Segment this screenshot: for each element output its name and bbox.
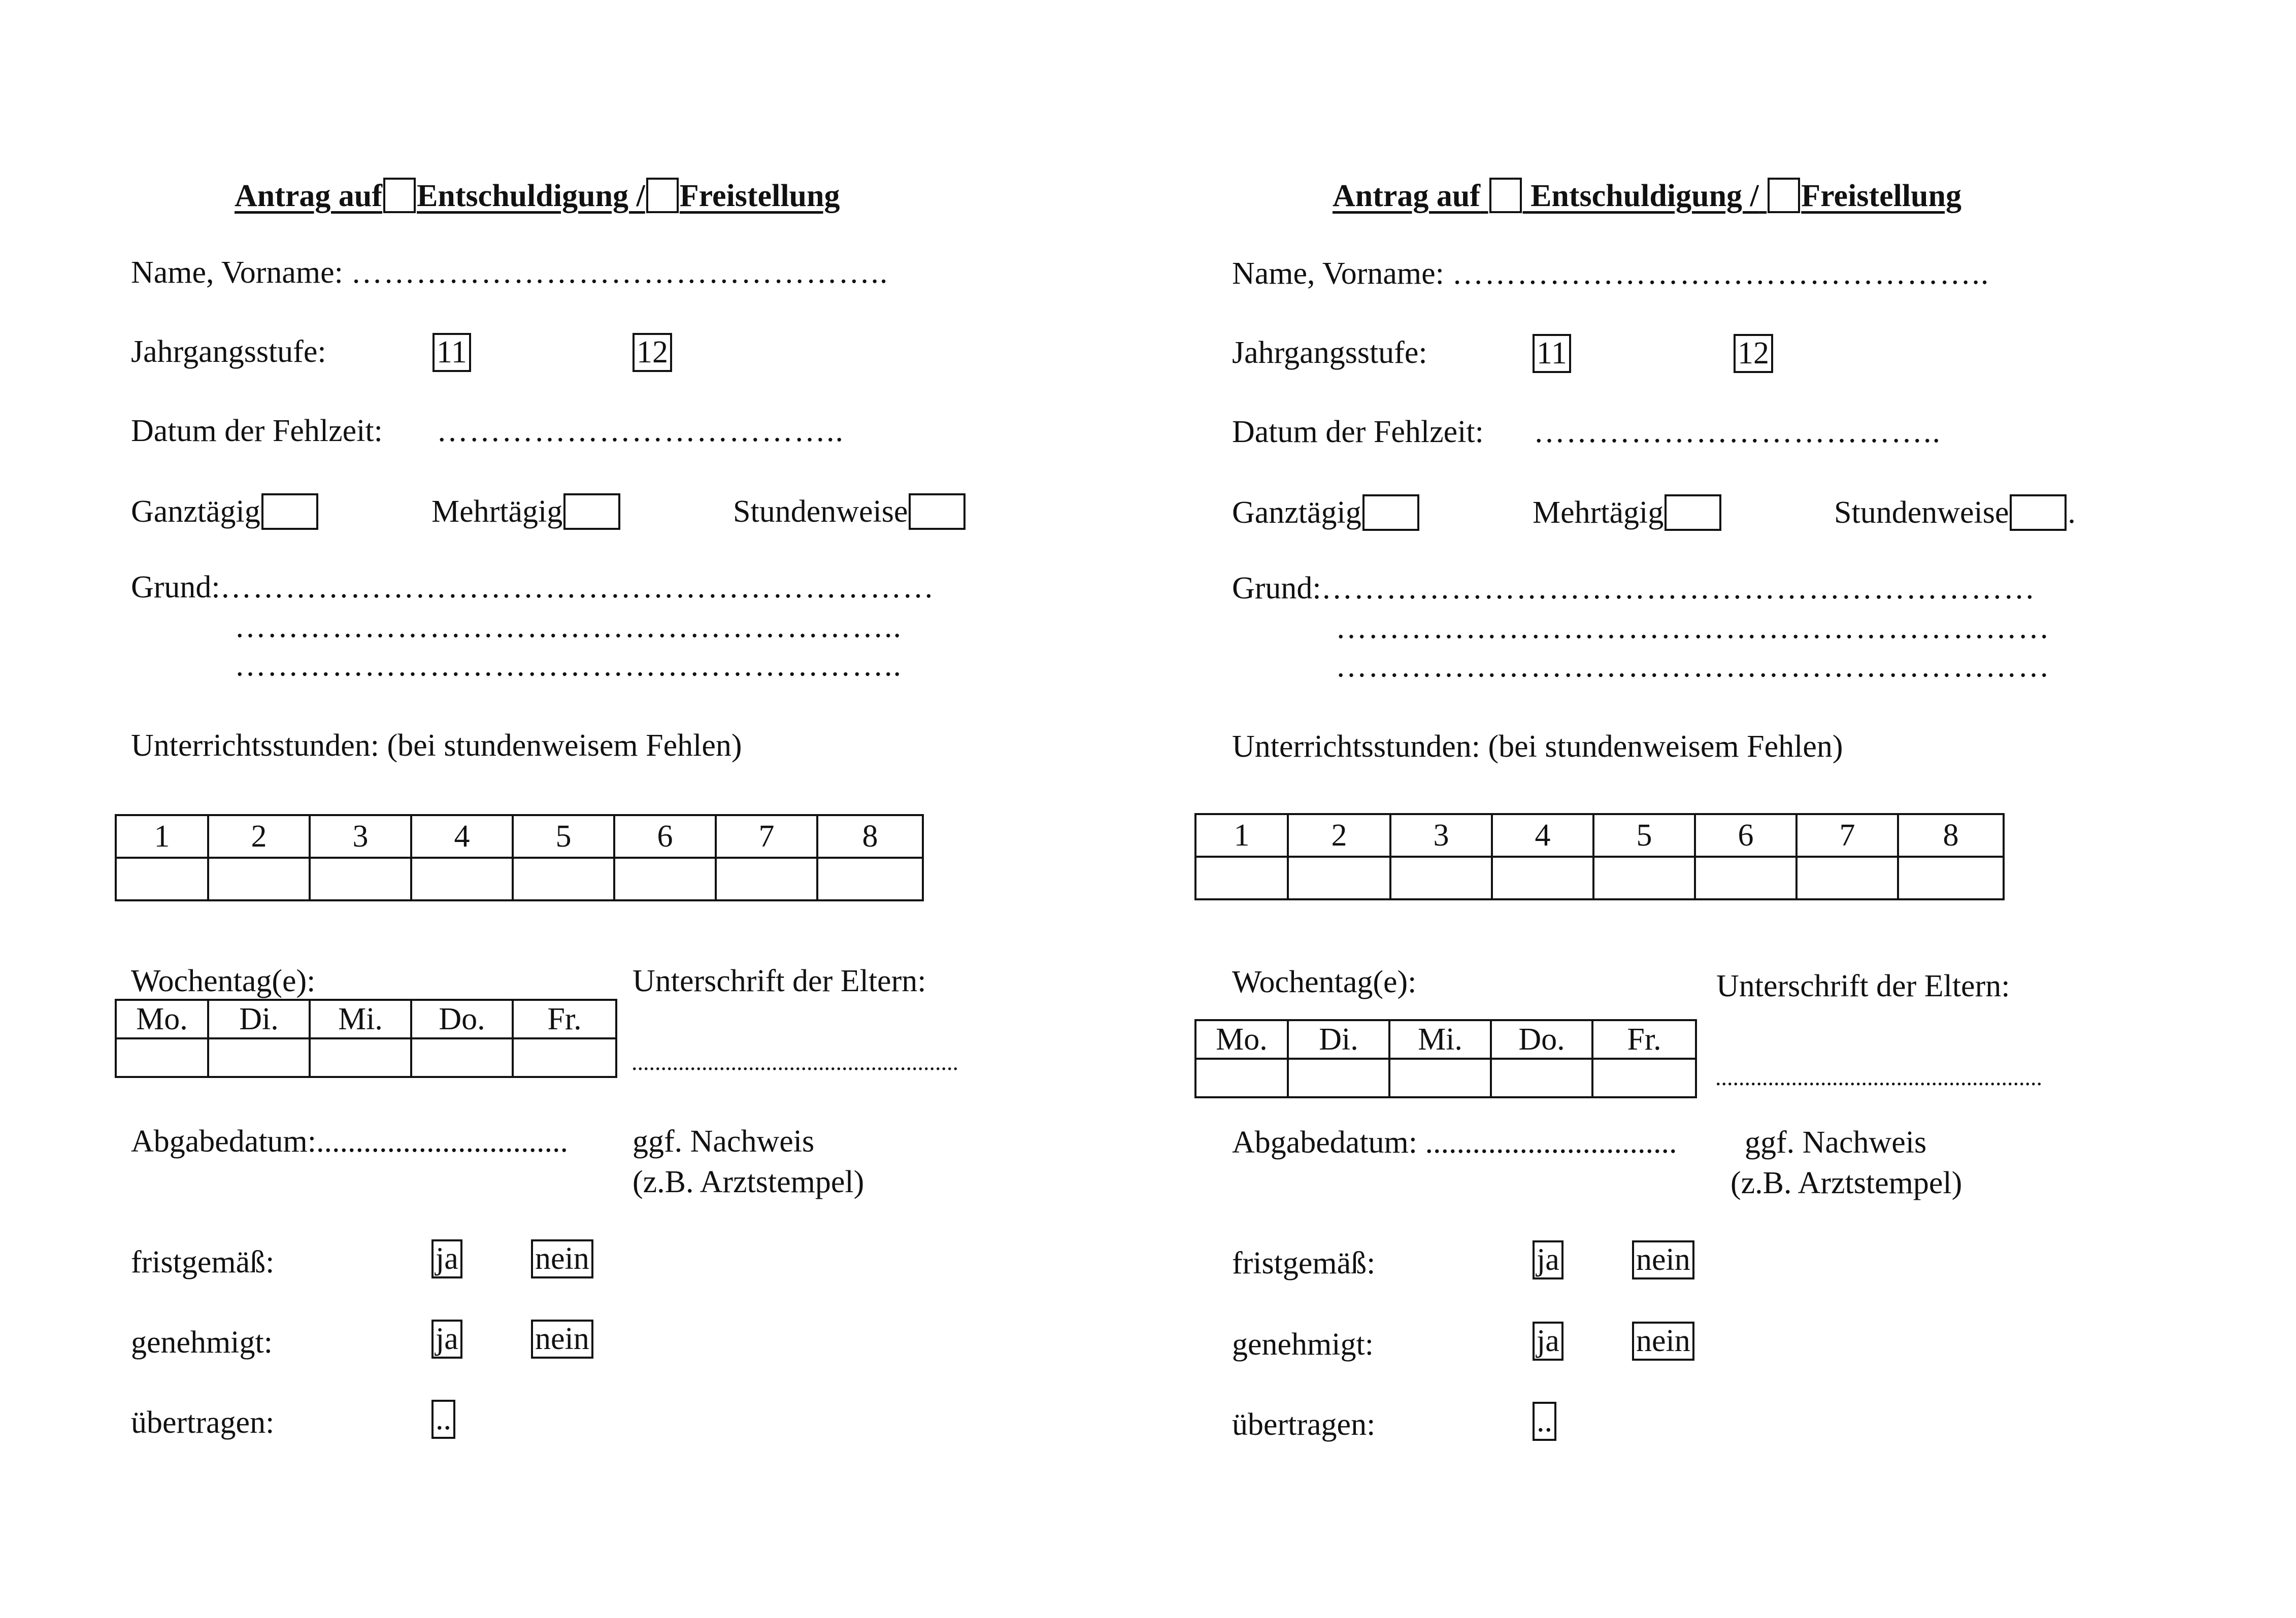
period-7-header: 7 xyxy=(1796,814,1898,857)
day-tuesday-cell[interactable] xyxy=(1288,1059,1389,1097)
approved-yes-label: ja xyxy=(436,1322,458,1356)
grade-12-label: 12 xyxy=(637,335,668,369)
reason-label: Grund: xyxy=(1232,571,1321,605)
full-day-label: Ganztägig xyxy=(131,494,260,529)
day-tuesday-cell[interactable] xyxy=(208,1038,310,1077)
period-1-cell[interactable] xyxy=(1195,857,1288,899)
transferred-checkbox[interactable] xyxy=(431,1400,455,1439)
day-tuesday-header: Di. xyxy=(208,1000,310,1038)
full-day-checkbox[interactable] xyxy=(1362,494,1419,531)
absence-date-label: Datum der Fehlzeit: xyxy=(1232,415,1484,449)
grade-11-label: 11 xyxy=(1537,336,1567,370)
submission-date-label: Abgabedatum: xyxy=(131,1124,317,1159)
weekdays-label: Wochentag(e): xyxy=(131,964,316,998)
full-day-option xyxy=(1232,494,1420,531)
hourly-option xyxy=(1834,494,2076,531)
transferred-mark: .. xyxy=(1537,1404,1552,1438)
approved-no-checkbox[interactable] xyxy=(1632,1322,1694,1361)
period-8-header: 8 xyxy=(817,815,923,858)
period-5-cell[interactable] xyxy=(513,858,614,900)
approved-no-label: nein xyxy=(535,1322,589,1356)
reason-field-line-3[interactable]: …………………………………………………….. xyxy=(235,648,902,683)
absence-date-field[interactable]: ……………………………….. xyxy=(1534,415,1941,449)
weekdays-entry-row xyxy=(1195,1059,1696,1097)
proof-label: ggf. Nachweis xyxy=(1745,1125,1927,1160)
period-3-header: 3 xyxy=(310,815,411,858)
approved-yes-checkbox[interactable] xyxy=(431,1320,462,1359)
title-option-freistellung: Freistellung xyxy=(1801,179,1962,213)
name-label: Name, Vorname: xyxy=(131,255,343,290)
name-field[interactable]: ………………………………………….. xyxy=(1452,256,1990,291)
period-7-header: 7 xyxy=(716,815,817,858)
deadline-yes-label: ja xyxy=(436,1241,458,1276)
transferred-checkbox[interactable] xyxy=(1533,1402,1556,1441)
reason-field-line-1[interactable]: ………………………………………………………… xyxy=(1321,571,2036,605)
period-5-cell[interactable] xyxy=(1593,857,1695,899)
day-friday-header: Fr. xyxy=(513,1000,616,1038)
deadline-yes-label: ja xyxy=(1537,1242,1559,1277)
transferred-label: übertragen: xyxy=(1232,1407,1376,1442)
reason-row xyxy=(1232,572,2036,604)
weekdays-label: Wochentag(e): xyxy=(1232,965,1417,999)
day-monday-cell[interactable] xyxy=(1195,1059,1288,1097)
day-wednesday-cell[interactable] xyxy=(310,1038,411,1077)
grade-row xyxy=(1232,337,1427,368)
title-option-freistellung: Freistellung xyxy=(679,179,840,213)
trailing-dot: . xyxy=(2068,495,2076,530)
lessons-header-row xyxy=(116,815,923,858)
day-wednesday-header: Mi. xyxy=(1389,1020,1491,1059)
lessons-entry-row xyxy=(116,858,923,900)
weekdays-header-row xyxy=(1195,1020,1696,1059)
lessons-table xyxy=(115,814,924,901)
period-5-header: 5 xyxy=(513,815,614,858)
hourly-checkbox[interactable] xyxy=(2010,494,2067,531)
lessons-table xyxy=(1194,813,2005,900)
day-monday-cell[interactable] xyxy=(116,1038,208,1077)
day-thursday-cell[interactable] xyxy=(411,1038,513,1077)
reason-field-line-1[interactable]: ………………………………………………………… xyxy=(220,570,935,604)
freistellung-checkbox[interactable] xyxy=(1768,178,1800,213)
lessons-entry-row xyxy=(1195,857,2004,899)
approved-yes-checkbox[interactable] xyxy=(1533,1322,1563,1361)
submission-date-row xyxy=(131,1126,568,1157)
deadline-label: fristgemäß: xyxy=(1232,1246,1376,1280)
reason-row xyxy=(131,571,935,603)
period-1-header: 1 xyxy=(1195,814,1288,857)
reason-field-line-2[interactable]: …………………………………………………….. xyxy=(235,610,902,644)
multi-day-checkbox[interactable] xyxy=(1665,494,1721,531)
deadline-no-checkbox[interactable] xyxy=(1632,1240,1694,1279)
title-option-entschuldigung: Entschuldigung / xyxy=(417,179,645,213)
period-4-header: 4 xyxy=(411,815,513,858)
submission-date-label: Abgabedatum: xyxy=(1232,1125,1418,1160)
period-6-header: 6 xyxy=(614,815,716,858)
hourly-checkbox[interactable] xyxy=(909,493,966,530)
full-day-label: Ganztägig xyxy=(1232,495,1361,530)
weekdays-table xyxy=(1194,1019,1697,1098)
title-prefix: Antrag auf xyxy=(1333,179,1481,213)
form-title xyxy=(235,178,840,213)
period-2-header: 2 xyxy=(1288,814,1390,857)
absence-date-row xyxy=(1232,416,1484,448)
period-4-cell[interactable] xyxy=(1492,857,1593,899)
multi-day-checkbox[interactable] xyxy=(563,493,620,530)
multi-day-option xyxy=(431,493,621,530)
period-3-cell[interactable] xyxy=(310,858,411,900)
grade-row xyxy=(131,336,326,367)
lessons-label: Unterrichtsstunden: (bei stundenweisem Fehlen) xyxy=(1232,729,1843,764)
name-row xyxy=(131,257,888,288)
reason-field-line-3[interactable]: ………………………………………………………… xyxy=(1336,649,2050,684)
period-8-cell[interactable] xyxy=(817,858,923,900)
title-prefix: Antrag auf xyxy=(235,179,383,213)
hourly-label: Stundenweise xyxy=(733,494,908,529)
freistellung-checkbox[interactable] xyxy=(646,178,679,213)
period-4-cell[interactable] xyxy=(411,858,513,900)
hourly-option xyxy=(733,493,967,530)
period-2-cell[interactable] xyxy=(1288,857,1390,899)
period-3-cell[interactable] xyxy=(1390,857,1492,899)
full-day-checkbox[interactable] xyxy=(261,493,318,530)
weekdays-entry-row xyxy=(116,1038,616,1077)
period-2-header: 2 xyxy=(208,815,310,858)
weekdays-table xyxy=(115,999,617,1078)
period-8-cell[interactable] xyxy=(1898,857,2004,899)
proof-hint: (z.B. Arztstempel) xyxy=(633,1165,864,1199)
day-tuesday-header: Di. xyxy=(1288,1020,1389,1059)
approved-no-label: nein xyxy=(1636,1324,1690,1358)
deadline-no-label: nein xyxy=(535,1241,589,1276)
form-title xyxy=(1333,178,1961,213)
period-6-cell[interactable] xyxy=(614,858,716,900)
proof-label: ggf. Nachweis xyxy=(633,1124,815,1159)
submission-date-row xyxy=(1232,1127,1677,1158)
entschuldigung-checkbox[interactable] xyxy=(383,178,416,213)
period-5-header: 5 xyxy=(1593,814,1695,857)
deadline-yes-checkbox[interactable] xyxy=(1533,1240,1563,1279)
proof-hint: (z.B. Arztstempel) xyxy=(1731,1166,1962,1200)
day-thursday-header: Do. xyxy=(1491,1020,1592,1059)
deadline-label: fristgemäß: xyxy=(131,1245,275,1279)
day-thursday-cell[interactable] xyxy=(1491,1059,1592,1097)
weekdays-header-row xyxy=(116,1000,616,1038)
lessons-header-row xyxy=(1195,814,2004,857)
approved-no-checkbox[interactable] xyxy=(531,1320,593,1359)
period-4-header: 4 xyxy=(1492,814,1593,857)
approved-label: genehmigt: xyxy=(1232,1327,1374,1362)
grade-12-checkbox[interactable] xyxy=(633,333,672,372)
lessons-label: Unterrichtsstunden: (bei stundenweisem Fehlen) xyxy=(131,728,742,763)
name-row xyxy=(1232,258,1989,289)
day-monday-header: Mo. xyxy=(116,1000,208,1038)
transferred-label: übertragen: xyxy=(131,1405,275,1440)
period-6-header: 6 xyxy=(1695,814,1796,857)
approved-yes-label: ja xyxy=(1537,1324,1559,1358)
period-3-header: 3 xyxy=(1390,814,1492,857)
period-6-cell[interactable] xyxy=(1695,857,1796,899)
multi-day-label: Mehrtägig xyxy=(1533,495,1664,530)
absence-date-field[interactable]: ……………………………….. xyxy=(437,414,844,448)
day-friday-cell[interactable] xyxy=(513,1038,616,1077)
multi-day-label: Mehrtägig xyxy=(431,494,563,529)
submission-date-field[interactable]: ................................ xyxy=(316,1124,569,1159)
day-friday-cell[interactable] xyxy=(1592,1059,1696,1097)
period-2-cell[interactable] xyxy=(208,858,310,900)
grade-12-checkbox[interactable] xyxy=(1734,334,1773,373)
absence-date-row xyxy=(131,415,383,447)
title-option-entschuldigung: Entschuldigung / xyxy=(1530,179,1759,213)
entschuldigung-checkbox[interactable] xyxy=(1489,178,1522,213)
hourly-label: Stundenweise xyxy=(1834,495,2009,530)
deadline-no-label: nein xyxy=(1636,1242,1690,1277)
day-wednesday-cell[interactable] xyxy=(1389,1059,1491,1097)
multi-day-option xyxy=(1533,494,1722,531)
absence-date-label: Datum der Fehlzeit: xyxy=(131,414,383,448)
day-monday-header: Mo. xyxy=(1195,1020,1288,1059)
day-friday-header: Fr. xyxy=(1592,1020,1696,1059)
transferred-mark: .. xyxy=(436,1402,451,1436)
name-label: Name, Vorname: xyxy=(1232,256,1444,291)
day-thursday-header: Do. xyxy=(411,1000,513,1038)
day-wednesday-header: Mi. xyxy=(310,1000,411,1038)
reason-field-line-2[interactable]: ………………………………………………………… xyxy=(1336,611,2050,645)
grade-12-label: 12 xyxy=(1738,336,1769,370)
grade-label: Jahrgangsstufe: xyxy=(131,334,326,369)
grade-11-checkbox[interactable] xyxy=(1533,334,1571,373)
grade-11-label: 11 xyxy=(437,335,467,369)
submission-date-field[interactable]: ................................ xyxy=(1425,1125,1677,1160)
grade-label: Jahrgangsstufe: xyxy=(1232,335,1427,370)
full-day-option xyxy=(131,493,319,530)
reason-label: Grund: xyxy=(131,570,220,604)
parent-signature-field[interactable]: ........................................................ xyxy=(631,1049,958,1075)
parent-signature-label: Unterschrift der Eltern: xyxy=(633,964,926,998)
deadline-yes-checkbox[interactable] xyxy=(431,1239,462,1278)
approved-label: genehmigt: xyxy=(131,1325,273,1360)
parent-signature-label: Unterschrift der Eltern: xyxy=(1716,969,2010,1003)
name-field[interactable]: ………………………………………….. xyxy=(351,255,889,290)
period-1-header: 1 xyxy=(116,815,208,858)
parent-signature-field[interactable]: ........................................................ xyxy=(1715,1064,2042,1090)
period-7-cell[interactable] xyxy=(716,858,817,900)
form-right xyxy=(1148,0,2296,1618)
period-1-cell[interactable] xyxy=(116,858,208,900)
period-7-cell[interactable] xyxy=(1796,857,1898,899)
deadline-no-checkbox[interactable] xyxy=(531,1239,593,1278)
grade-11-checkbox[interactable] xyxy=(432,333,471,372)
period-8-header: 8 xyxy=(1898,814,2004,857)
